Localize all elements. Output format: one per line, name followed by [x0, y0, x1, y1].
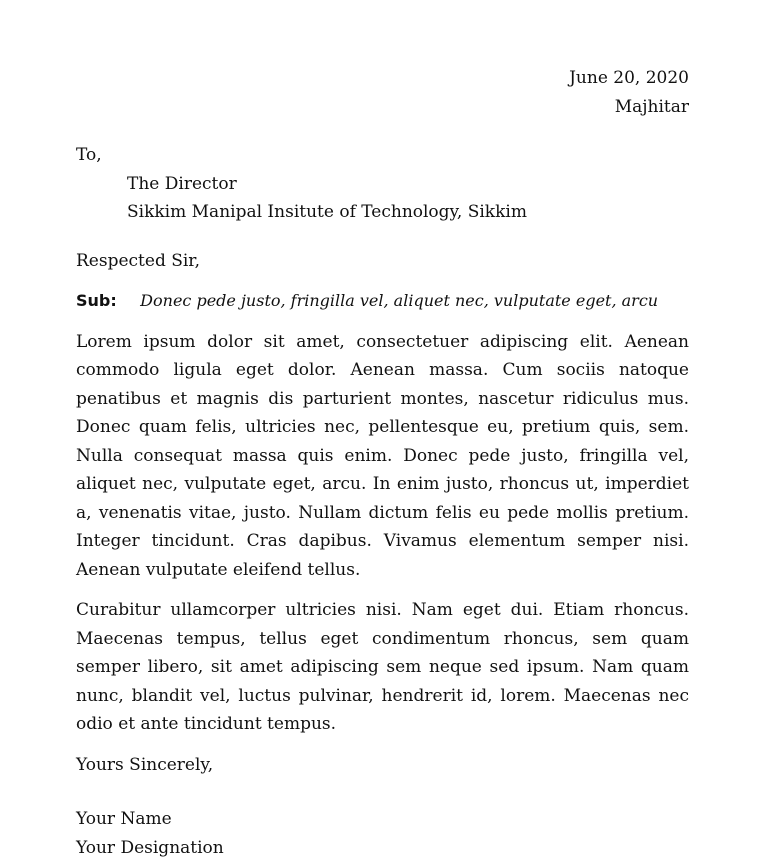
subject-line — [76, 287, 689, 316]
letter-date: June 20, 2020 — [76, 64, 689, 93]
closing: Yours Sincerely, — [76, 751, 689, 780]
salutation: Respected Sir, — [76, 247, 689, 276]
signature-name: Your Name — [76, 805, 689, 834]
recipient-title: The Director — [76, 170, 689, 199]
to-label: To, — [76, 141, 689, 170]
body-paragraph-2: Curabitur ullamcorper ultricies nisi. Nam eget dui. Etiam rhoncus. Maecenas tempus, tellus eget condimentum rhoncus, sem quam semper libero, sit amet adipiscing sem neque sed ipsum. Nam quam nunc, blandit vel, luctus pulvinar, hendrerit id, lorem. Maecenas nec odio et ante tincidunt tempus. — [76, 596, 689, 739]
body-paragraph-1: Lorem ipsum dolor sit amet, consectetuer adipiscing elit. Aenean commodo ligula eget dolor. Aenean massa. Cum sociis natoque penatibus et magnis dis parturient montes, nascetur ridiculus mus. Donec quam felis, ultricies nec, pellentesque eu, pretium quis, sem. Nulla consequat massa quis enim. Donec pede justo, fringilla vel, aliquet nec, vulputate eget, arcu. In enim justo, rhoncus ut, imperdiet a, venenatis vitae, justo. Nullam dictum felis eu pede mollis pretium. Integer tincidunt. Cras dapibus. Vivamus elementum semper nisi. Aenean vulputate eleifend tellus. — [76, 328, 689, 585]
signature-designation: Your Designation — [76, 834, 689, 862]
letter-place: Majhitar — [76, 93, 689, 122]
signature-block — [76, 805, 689, 862]
recipient-block — [76, 141, 689, 227]
subject-text: Donec pede justo, fringilla vel, aliquet nec, vulputate eget, arcu — [140, 291, 658, 310]
subject-label: Sub: — [76, 291, 117, 310]
letter-page — [76, 64, 689, 862]
recipient-organization: Sikkim Manipal Insitute of Technology, Sikkim — [76, 198, 689, 227]
date-place-block — [76, 64, 689, 121]
